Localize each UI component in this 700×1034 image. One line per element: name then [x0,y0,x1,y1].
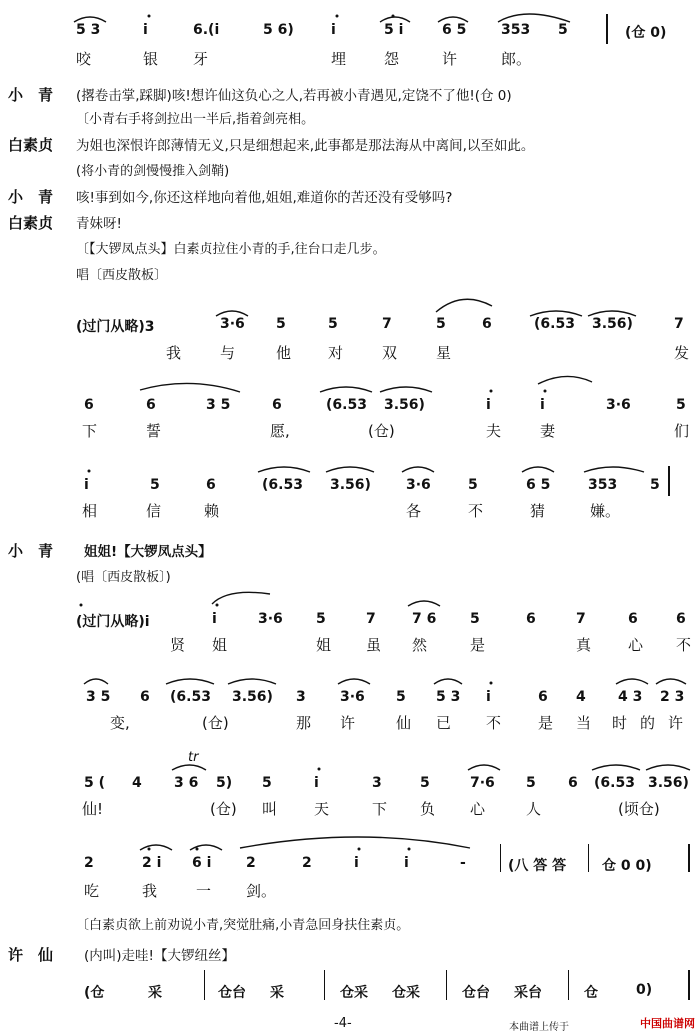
lyric: 赖 [204,502,220,520]
note: 5 [328,316,338,332]
note: 7 [366,611,376,627]
note: (6.53 [170,689,211,705]
lyric: 相 [82,502,98,520]
note: 5 [420,775,430,791]
lyric: 人 [526,800,542,818]
note: 采 [270,985,284,1001]
page-number: -4- [334,1016,352,1031]
note: i [354,855,359,871]
barline [500,844,501,872]
note: 3·6 [258,611,283,627]
note: i [486,689,491,705]
note: i [212,611,217,627]
note: (6.53 [594,775,635,791]
lyric: 时 [612,714,628,732]
barline [204,970,205,1000]
note: 3 [296,689,306,705]
note: i [540,397,545,413]
lyric: 是 [538,714,554,732]
speaker-label: 小 青 [8,542,54,560]
note: 7·6 [470,775,495,791]
lyric: 姐 [212,636,228,654]
lyric: 姐 [316,636,332,654]
upload-note: 本曲谱上传于 [509,1022,569,1033]
note: 4 [576,689,586,705]
lyric: 变, [110,714,130,732]
lyric: 我 [142,882,158,900]
note: 7 [576,611,586,627]
note: 5 3 [436,689,461,705]
lyric: 双 [382,344,398,362]
lyric: 贤 [170,636,186,654]
lyric: 我 [166,344,182,362]
lyric: 剑。 [246,882,277,900]
note: 5 [558,22,568,38]
stage-direction: 唱〔西皮散板〕 [76,268,168,283]
note: 3·6 [606,397,631,413]
note: 5 [468,477,478,493]
note: 7 [382,316,392,332]
dialogue-line: 为姐也深恨许郎薄情无义,只是细想起来,此事都是那法海从中离间,以至如此。 [76,138,535,154]
stage-direction: (唱〔西皮散板〕) [76,570,171,585]
dialogue-line: 青妹呀! [76,216,122,232]
note: (八 答 答 [508,858,567,874]
lyric: 许 [340,714,356,732]
lyric: 许 [442,50,458,68]
lyric: 已 [436,714,452,732]
note: 3.56) [232,689,273,705]
lyric: 不 [468,502,484,520]
barline [688,844,690,872]
note: 5 [316,611,326,627]
barline [446,970,447,1000]
note: 5 [262,775,272,791]
lyric: 他 [276,344,292,362]
speaker-label: 小 青 [8,188,54,206]
note: 6.(i [193,22,220,38]
note: 5 i [384,22,404,38]
note: 5 [470,611,480,627]
lyric: 与 [220,344,236,362]
note: i [314,775,319,791]
note: 5 ( [84,775,106,791]
note: 6 [676,611,686,627]
note: 6 [146,397,156,413]
note: 5 [650,477,660,493]
lyric: 心 [470,800,486,818]
speaker-label: 许 仙 [8,946,54,964]
barline [588,844,589,872]
note: 5 [436,316,446,332]
lyric: 信 [146,502,162,520]
note: 采 [148,985,162,1001]
lyric: 郎。 [501,50,532,68]
note: 6 [84,397,94,413]
note: 3.56) [648,775,689,791]
speaker-label: 白素贞 [8,136,54,154]
lyric: 对 [328,344,344,362]
note: 5 [526,775,536,791]
note: 5) [216,775,233,791]
speaker-label: 小 青 [8,86,54,104]
lyric: 妻 [540,422,556,440]
lyric: 发 [674,344,690,362]
note: 3.56) [592,316,633,332]
note: 6 [206,477,216,493]
lyric: 咬 [76,50,92,68]
note: 5 6) [263,22,294,38]
dialogue-line: 姐姐!【大锣凤点头】 [84,544,212,560]
lyric: 愿, [270,422,290,440]
note: 5 [396,689,406,705]
lyric: (仓) [210,800,237,818]
lyric: 虽 [366,636,382,654]
note: 7 6 [412,611,437,627]
note: 3 5 [86,689,111,705]
stage-direction: 〔【大锣凤点头】白素贞拉住小青的手,往台口走几步。 [76,242,386,257]
barline [688,970,690,1000]
note: i [331,22,336,38]
note: - [460,855,466,871]
lyric: 仙! [82,800,104,818]
note: 2 [302,855,312,871]
note: i [486,397,491,413]
note: 2 [246,855,256,871]
note: 5 [676,397,686,413]
note: 仓采 [392,985,420,1001]
note: i [143,22,148,38]
lyric: 仙 [396,714,412,732]
note: 仓 [584,985,598,1001]
note: 6 [538,689,548,705]
lyric: 一 [196,882,212,900]
lyric: (顷仓) [618,800,660,818]
lyric: 心 [628,636,644,654]
dialogue-line: (撂卷击掌,踩脚)咳!想许仙这负心之人,若再被小青遇见,定饶不了他!(仓 0) [76,88,512,104]
note: i [84,477,89,493]
lyric: (仓) [368,422,395,440]
stage-direction: 〔小青右手将剑拉出一半后,指着剑亮相。 [76,112,315,127]
stage-direction: (将小青的剑慢慢推入剑鞘) [76,164,230,179]
note: 6 5 [526,477,551,493]
note: 6 [628,611,638,627]
note: 3 6 [174,775,199,791]
lyric: 下 [82,422,98,440]
site-logo: 中国曲谱网 [640,1017,695,1030]
note: 6 [272,397,282,413]
dialogue-line: (内叫)走哇!【大锣纽丝】 [84,948,235,964]
note: 5 3 [76,22,101,38]
lyric: 天 [314,800,330,818]
note: 3·6 [340,689,365,705]
note: (仓 [84,985,105,1001]
lyric: 是 [470,636,486,654]
note: 3.56) [330,477,371,493]
barline [606,14,608,44]
lyric: 许 [668,714,684,732]
lyric: 埋 [331,50,347,68]
note: 5 [150,477,160,493]
note: 7 [674,316,684,332]
note: 3 [372,775,382,791]
note: 2 3 [660,689,685,705]
barline [324,970,325,1000]
lyric: 们 [674,422,690,440]
note: 6 5 [442,22,467,38]
lyric: 吃 [84,882,100,900]
note: (6.53 [326,397,367,413]
note: 仓台 [462,985,490,1001]
lyric: 真 [576,636,592,654]
lyric: 银 [143,50,159,68]
lyric: 星 [436,344,452,362]
note: 3·6 [406,477,431,493]
lyric: 下 [372,800,388,818]
lyric: 各 [406,502,422,520]
lyric: 不 [676,636,692,654]
lyric: 猜 [530,502,546,520]
note: 6 i [192,855,212,871]
lyric: 誓 [146,422,162,440]
note: 仓 0 0) [602,858,652,874]
note: 3 5 [206,397,231,413]
lyric: 当 [576,714,592,732]
lyric: 负 [420,800,436,818]
note: 2 [84,855,94,871]
note: (6.53 [262,477,303,493]
note: (过门从略)3 [76,319,155,335]
barline [668,466,670,496]
lyric: 那 [296,714,312,732]
note: 6 [140,689,150,705]
note: (过门从略)i [76,614,150,630]
lyric: 然 [412,636,428,654]
note: i [404,855,409,871]
note: 3·6 [220,316,245,332]
lyric: 的 [640,714,656,732]
lyric: 牙 [193,50,209,68]
note: 4 [132,775,142,791]
note: 4 3 [618,689,643,705]
note: 2 i [142,855,162,871]
trill-mark: tr [188,750,199,765]
note: 353 [501,22,531,38]
note: 6 [526,611,536,627]
lyric: 夫 [486,422,502,440]
note: 0) [636,982,653,998]
lyric: (仓) [202,714,229,732]
stage-direction: 〔白素贞欲上前劝说小青,突觉肚痛,小青急回身扶住素贞。 [76,918,410,933]
lyric: 不 [486,714,502,732]
note: 采台 [514,985,542,1001]
note: 6 [482,316,492,332]
note: 353 [588,477,618,493]
note: 5 [276,316,286,332]
lyric: 怨 [384,50,400,68]
barline [568,970,569,1000]
note: (仓 0) [625,25,667,41]
note: 仓采 [340,985,368,1001]
dialogue-line: 咳!事到如今,你还这样地向着他,姐姐,难道你的苦还没有受够吗? [76,190,453,206]
note: 仓台 [218,985,246,1001]
speaker-label: 白素贞 [8,214,54,232]
lyric: 嫌。 [590,502,621,520]
note: 3.56) [384,397,425,413]
note: 6 [568,775,578,791]
note: (6.53 [534,316,575,332]
lyric: 叫 [262,800,278,818]
